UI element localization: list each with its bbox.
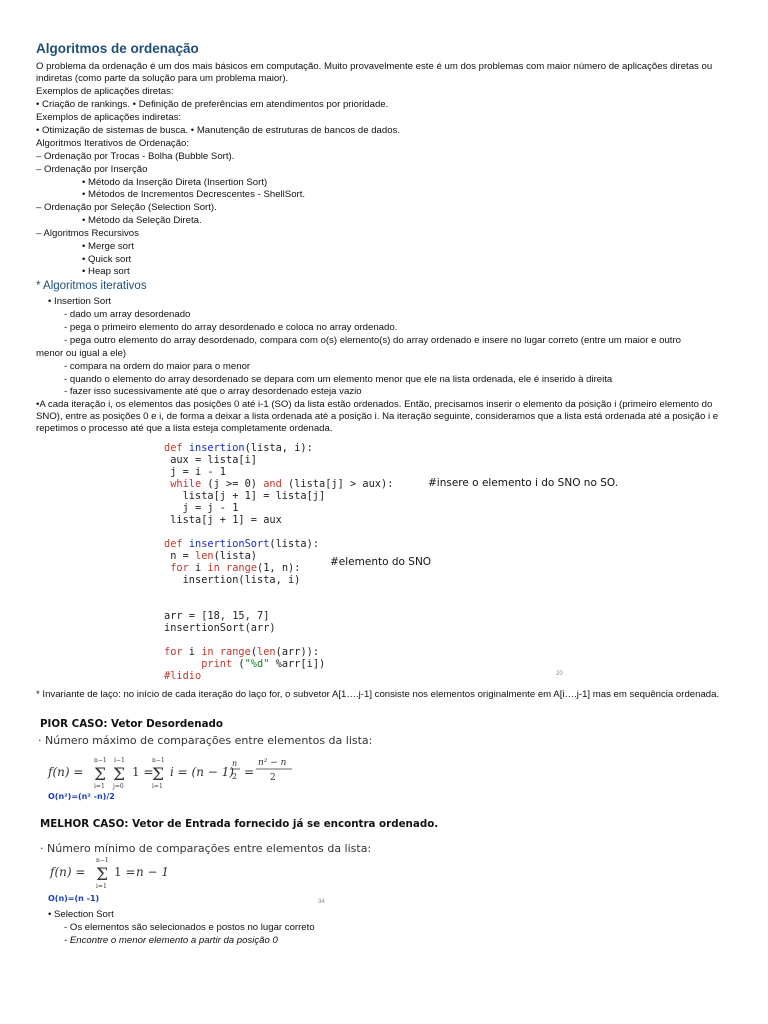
list-item-insercao-direta: • Método da Inserção Direta (Insertion Sort) bbox=[82, 177, 268, 188]
code-note-elemento: #elemento do SNO bbox=[330, 556, 432, 568]
svg-text:i = (n − 1): i = (n − 1) bbox=[170, 765, 234, 779]
best-case-bullet: · Número mínimo de comparações entre elementos da lista: bbox=[40, 842, 372, 855]
slide-number-1: 20 bbox=[556, 671, 563, 677]
worst-case-heading: PIOR CASO: Vetor Desordenado bbox=[40, 718, 223, 730]
list-item-trocas: – Ordenação por Trocas - Bolha (Bubble Sort). bbox=[36, 151, 235, 162]
list-item-recursivos: – Algoritmos Recursivos bbox=[36, 228, 139, 239]
svg-text:2: 2 bbox=[232, 772, 238, 781]
is-step-3: - pega outro elemento do array desordenado, compara com o(s) elemento(s) do array ordenado e insere no lugar correto (entre um maior e outro bbox=[64, 335, 681, 346]
svg-text:1 =: 1 = bbox=[114, 865, 136, 879]
best-case-image bbox=[36, 816, 439, 906]
is-step-2: - pega o primeiro elemento do array desordenado e coloca no array ordenado. bbox=[64, 322, 398, 333]
list-item-heap: • Heap sort bbox=[82, 266, 130, 277]
worst-case-complexity: O(n²)=(n² -n)/2 bbox=[48, 792, 115, 801]
svg-text:Σ: Σ bbox=[96, 865, 109, 885]
slide-number-2: 34 bbox=[318, 899, 325, 905]
svg-text:n² − n: n² − n bbox=[258, 758, 287, 768]
loop-invariant-paragraph: * Invariante de laço: no início de cada iteração do laço for, o subvetor A[1….j-1] consiste nos elementos originalmente em A[i….j-1] mas em sequência ordenada. bbox=[36, 689, 720, 700]
is-step-3-cont: menor ou igual a ele) bbox=[36, 348, 127, 359]
best-case-formula-svg bbox=[48, 856, 208, 890]
selection-step-2: - Encontre o menor elemento a partir da posição 0 bbox=[64, 935, 278, 946]
svg-text:i=1: i=1 bbox=[152, 783, 163, 790]
svg-text:Σ: Σ bbox=[152, 765, 165, 785]
svg-text:n−1: n−1 bbox=[94, 757, 107, 764]
svg-text:i=1: i=1 bbox=[96, 883, 107, 890]
list-item-insercao: – Ordenação por Inserção bbox=[36, 164, 148, 175]
svg-text:n: n bbox=[232, 759, 238, 768]
list-item-merge: • Merge sort bbox=[82, 241, 134, 252]
list-item-incrementos: • Métodos de Incrementos Decrescentes - ShellSort. bbox=[82, 189, 306, 200]
insertion-sort-label: • Insertion Sort bbox=[48, 296, 112, 307]
code-block: def insertion(lista, i): aux = lista[i] j = i - 1 while (j >= 0) and (lista[j] > aux): lista[j + 1] = lista[j] j = j - 1 lista[j + 1] = aux def insertionSort(lista): n = len(lista) for i in range(1, n): insertion(lista, i) arr = [18, 15, 7] insertionSort(arr) for i in range(len(arr)): print ("%d" %arr[i]) #lidio bbox=[164, 442, 394, 682]
worst-case-bullet: · Número máximo de comparações entre elementos da lista: bbox=[38, 734, 373, 747]
selection-sort-label: • Selection Sort bbox=[48, 909, 114, 920]
worst-case-image bbox=[36, 716, 376, 806]
is-step-4: - compara na ordem do maior para o menor bbox=[64, 361, 251, 372]
list-item-quick: • Quick sort bbox=[82, 254, 132, 265]
list-item-selecao-direta: • Método da Seleção Direta. bbox=[82, 215, 202, 226]
iterative-subheading: * Algoritmos iterativos bbox=[36, 280, 147, 292]
direct-applications-heading: Exemplos de aplicações diretas: bbox=[36, 86, 174, 97]
is-step-6: - fazer isso sucessivamente até que o array desordenado esteja vazio bbox=[64, 386, 362, 397]
svg-text:f(n) =: f(n) = bbox=[48, 765, 84, 779]
list-item-selecao: – Ordenação por Seleção (Selection Sort). bbox=[36, 202, 217, 213]
indirect-applications-list: • Otimização de sistemas de busca. • Manutenção de estruturas de bancos de dados. bbox=[36, 125, 401, 136]
svg-text:i−1: i−1 bbox=[114, 757, 125, 764]
svg-text:2: 2 bbox=[270, 773, 276, 783]
indirect-applications-heading: Exemplos de aplicações indiretas: bbox=[36, 112, 182, 123]
svg-text:1 =: 1 = bbox=[132, 765, 154, 779]
svg-text:=: = bbox=[244, 765, 255, 779]
svg-text:n−1: n−1 bbox=[96, 857, 109, 864]
worst-case-formula bbox=[46, 752, 306, 793]
svg-text:n − 1: n − 1 bbox=[136, 865, 170, 879]
svg-text:i=1: i=1 bbox=[94, 783, 105, 790]
iteration-paragraph: •A cada iteração i, os elementos das posições 0 até i-1 (SO) da lista estão ordenados. Então, precisamos inserir o elemento da posição i (primeiro elemento do SNO), entre as posições 0 e i, de forma a deixar a lista ordenada até a posição i. Na iteração seguinte, consideramos que a lista está ordenada até a posição i e repetimos o processo até que a lista esteja completamente ordenada. bbox=[36, 399, 719, 434]
is-step-1: - dado um array desordenado bbox=[64, 309, 191, 320]
svg-text:f(n) =: f(n) = bbox=[50, 865, 86, 879]
best-case-complexity: O(n)=(n -1) bbox=[48, 894, 100, 903]
page-title: Algoritmos de ordenação bbox=[36, 41, 199, 56]
code-image bbox=[160, 440, 619, 685]
svg-text:Σ: Σ bbox=[113, 765, 126, 785]
worst-case-formula-svg bbox=[46, 752, 306, 790]
svg-text:Σ: Σ bbox=[94, 765, 107, 785]
is-step-5: - quando o elemento do array desordenado se depara com um elemento menor que ele na lista ordenada, ele é inserido à direita bbox=[64, 374, 613, 385]
best-case-formula bbox=[48, 856, 208, 893]
best-case-heading: MELHOR CASO: Vetor de Entrada fornecido já se encontra ordenado. bbox=[40, 818, 439, 830]
direct-applications-list: • Criação de rankings. • Definição de preferências em atendimentos por prioridade. bbox=[36, 99, 389, 110]
selection-step-1: - Os elementos são selecionados e postos no lugar correto bbox=[64, 922, 315, 933]
code-note-insere: #insere o elemento i do SNO no SO. bbox=[428, 477, 619, 489]
iterative-algorithms-heading: Algoritmos Iterativos de Ordenação: bbox=[36, 138, 190, 149]
svg-text:n−1: n−1 bbox=[152, 757, 165, 764]
svg-text:j=0: j=0 bbox=[113, 783, 124, 790]
intro-paragraph: O problema da ordenação é um dos mais básicos em computação. Muito provavelmente este é um dos problemas com maior número de aplicações diretas ou indiretas (como parte da solução para um problema maior). bbox=[36, 61, 713, 84]
